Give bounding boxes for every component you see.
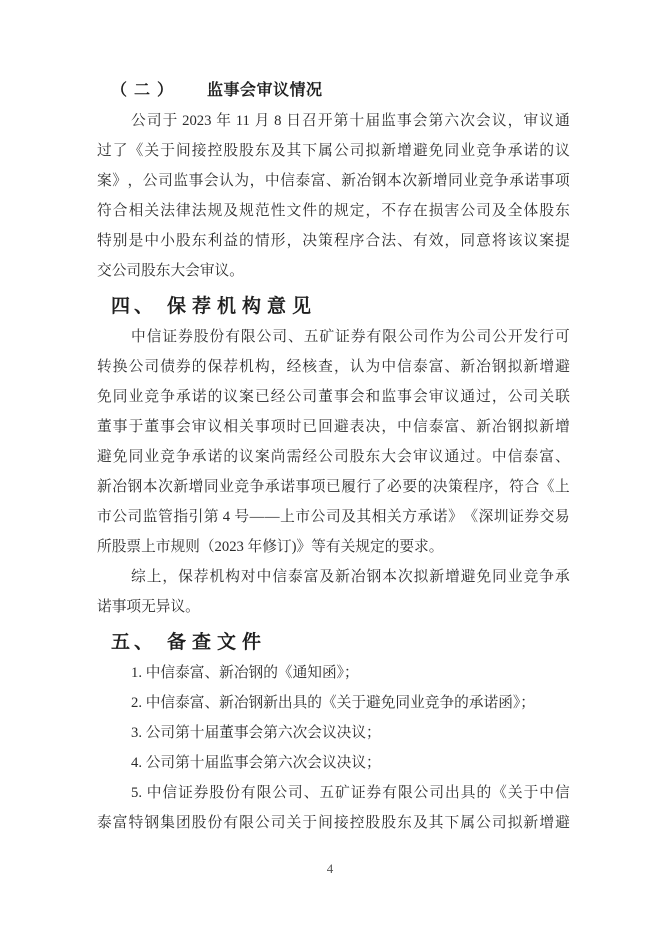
heading-title: 监事会审议情况 xyxy=(207,82,323,99)
heading-number: 四、 xyxy=(111,296,158,317)
text-line: 综 上 ， 保 荐 机 构 对 中 信 泰 富 及 新 冶 钢 本 次 拟 新 增 避 免 同 业 竞 争 承 xyxy=(131,569,570,585)
text-line: 公 司 于 2023 年 11 月 8 日 召 开 第 十 届 监 事 会 第 六 次 会 议 ， 审 议 通 xyxy=(131,113,570,129)
text-line: 案 》 ， 公 司 监 事 会 认 为 ， 中 信 泰 富 、 新 冶 钢 本 次 新 增 同 业 竞 争 承 诺 事 项 xyxy=(97,173,570,189)
heading-number: 五、 xyxy=(111,632,158,653)
text-line: 2. 中信泰富、新冶钢新出具的《关于避免同业竞争的承诺函》； xyxy=(131,695,535,711)
text-line: 免 同 业 竞 争 承 诺 的 议 案 已 经 公 司 董 事 会 和 监 事 会 审 议 通 过 ， 公 司 关 联 xyxy=(97,389,570,405)
text-line: 新 冶 钢 本 次 新 增 同 业 竞 争 承 诺 事 项 已 履 行 了 必 要 的 决 策 程 序 ， 符 合 《 上 xyxy=(97,479,570,495)
text-line: 泰 富 特 钢 集 团 股 份 有 限 公 司 关 于 间 接 控 股 股 东 及 其 下 属 公 司 拟 新 增 避 xyxy=(97,815,570,831)
text-line: 交公司股东大会审议。 xyxy=(97,263,244,279)
text-line: 5. 中 信 证 券 股 份 有 限 公 司 、 五 矿 证 券 有 限 公 司 出 具 的 《 关 于 中 信 xyxy=(131,785,570,801)
text-line: 4. 公司第十届监事会第六次会议决议； xyxy=(131,755,381,771)
heading-title: 备查文件 xyxy=(167,632,268,653)
heading-number: （二） xyxy=(111,82,181,99)
text-line: 符 合 相 关 法 律 法 规 及 规 范 性 文 件 的 规 定 ， 不 存 在 损 害 公 司 及 全 体 股 东 xyxy=(97,203,570,219)
text-line: 诺事项无异议。 xyxy=(97,599,200,615)
section-heading xyxy=(111,76,570,106)
text-line: 特 别 是 中 小 股 东 利 益 的 情 形 ， 决 策 程 序 合 法 、 有 效 ， 同 意 将 该 议 案 提 xyxy=(97,233,570,249)
text-line: 避 免 同 业 竞 争 承 诺 的 议 案 尚 需 经 公 司 股 东 大 会 审 议 通 过 。 中 信 泰 富 、 xyxy=(97,449,570,465)
text-line: 过 了 《 关 于 间 接 控 股 股 东 及 其 下 属 公 司 拟 新 增 避 免 同 业 竞 争 承 诺 的 议 xyxy=(97,143,570,159)
heading-title: 保荐机构意见 xyxy=(167,296,318,317)
text-line: 转 换 公 司 债 券 的 保 荐 机 构 ， 经 核 查 ， 认 为 中 信 泰 富 、 新 冶 钢 拟 新 增 避 xyxy=(97,359,570,375)
text-line: 中 信 证 券 股 份 有 限 公 司 、 五 矿 证 券 有 限 公 司 作 为 公 司 公 开 发 行 可 xyxy=(131,329,570,345)
text-line: 3. 公司第十届董事会第六次会议决议； xyxy=(131,725,381,741)
section-heading xyxy=(111,292,570,322)
text-line: 董 事 于 董 事 会 审 议 相 关 事 项 时 已 回 避 表 决 ， 中 信 泰 富 、 新 冶 钢 拟 新 增 xyxy=(97,419,570,435)
text-line: 市 公 司 监 管 指 引 第 4 号 — — 上 市 公 司 及 其 相 关 方 承 诺 》 《 深 圳 证 券 交 易 xyxy=(97,509,570,525)
text-line: 1. 中信泰富、新冶钢的《通知函》； xyxy=(131,665,359,681)
text-line: 所股票上市规则（2023 年修订)》等有关规定的要求。 xyxy=(97,539,444,555)
page-number: 4 xyxy=(326,861,334,876)
document-body xyxy=(97,76,570,838)
section-heading xyxy=(111,628,570,658)
